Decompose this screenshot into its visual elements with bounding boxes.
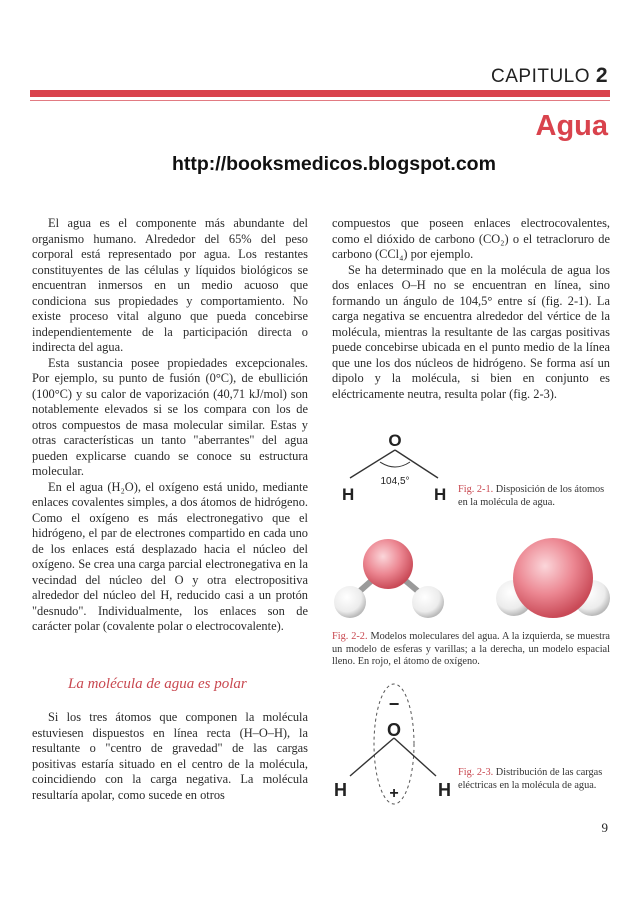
- hydrogen-label-right: H: [434, 485, 447, 504]
- paragraph: Esta sustancia posee propiedades excepcionales. Por ejemplo, su punto de fusión (0°C), de ebullición (100°C) y su calor de vaporización (40,71 kJ/mol) son notablemente elevados si se los compara con los de otros compuestos de masa molecular similar. Estas y otras características un tanto "aberrantes" del agua pueden explicarse cuando se conoce su estructura molecular.: [32, 355, 308, 478]
- section-heading: La molécula de agua es polar: [68, 676, 247, 692]
- paragraph: Si los tres átomos que componen la molécula estuviesen dispuestos en línea recta (H–O–H), la resultante o "centro de gravedad" de las cargas positivas estaría situado en el centro de la molécula, coincidiendo con la carga negativa. La molécula resultaría apolar, como sucede en otros: [32, 710, 308, 802]
- hydrogen-label-left: H: [334, 780, 347, 800]
- bond-angle-label: 104,5°: [380, 476, 410, 487]
- figure-label: Fig. 2-2.: [332, 631, 368, 642]
- page-number: 9: [601, 820, 608, 835]
- paragraph: Se ha determinado que en la molécula de agua los dos enlaces O–H no se encuentran en línea, sino formando un ángulo de 104,5° entre sí (fig. 2-1). La carga negativa se encuentra alrededor del vértice de la molécula, mientras la resultante de las cargas positivas puede concebirse ubicada en el punto medio de la línea que une los dos núcleos de hidrógeno. Se forma así un dipolo y la molécula, si bien en conjunto es eléctricamente neutra, resulta polar (fig. 2-3).: [332, 262, 610, 401]
- oxygen-label: O: [388, 431, 402, 450]
- chapter-title: Agua: [535, 110, 608, 142]
- paragraph: compuestos que poseen enlaces electrocovalentes, como el dióxido de carbono (CO₂) o el tetracloruro de carbono (CCl₄) por ejemplo.: [332, 216, 610, 261]
- source-url: http://booksmedicos.blogspot.com: [172, 153, 496, 175]
- hydrogen-label-right: H: [438, 780, 451, 800]
- hydrogen-label-left: H: [342, 485, 355, 504]
- left-column: [32, 216, 308, 635]
- minus-sign: −: [388, 694, 400, 714]
- oxygen-label: O: [386, 720, 402, 740]
- figure-2-3-caption: [458, 767, 612, 792]
- right-column: [332, 216, 610, 402]
- chapter-number: 2: [595, 64, 608, 87]
- figure-label: Fig. 2-1.: [458, 484, 494, 495]
- header-red-line: [30, 100, 610, 101]
- chapter-label: CAPITULO: [491, 66, 591, 87]
- ball-and-stick-model: [334, 539, 444, 618]
- figure-2-1: [332, 420, 452, 510]
- figure-2-2-caption: [332, 631, 610, 669]
- caption-text: Distribución de las cargas eléctricas en la molécula de agua.: [458, 767, 603, 791]
- figure-label: Fig. 2-3.: [458, 767, 494, 778]
- plus-sign: +: [389, 785, 399, 802]
- figure-2-2: [330, 530, 620, 630]
- header-red-bar: [30, 90, 610, 97]
- caption-text: Modelos moleculares del agua. A la izquierda, se muestra un modelo de esferas y varillas; a la derecha, un modelo espacial lleno. En rojo, el átomo de oxígeno.: [332, 631, 610, 667]
- figure-2-1-caption: [458, 484, 612, 509]
- caption-text: Disposición de los átomos en la molécula de agua.: [458, 484, 605, 508]
- left-column-lower: [32, 710, 308, 803]
- paragraph: En el agua (H₂O), el oxígeno está unido, mediante enlaces covalentes simples, a dos átomos de hidrógeno. Como el oxígeno es más electronegativo que el hidrógeno, el par de electrones compartido en cada uno de los enlaces está desplazado hacia el núcleo del oxígeno. Se crea una carga parcial electronegativa en la vecindad del núcleo del O y otra electropositiva alrededor del núcleo del H, reducido casi a un protón "desnudo". Individualmente, los enlaces son de carácter polar (covalente polar o electrocovalente).: [32, 479, 308, 633]
- paragraph: El agua es el componente más abundante del organismo humano. Alrededor del 65% del peso corporal está representado por agua. Los restantes constituyentes de las células y líquidos biológicos se encuentran inmersos en un medio acuoso que condiciona sus propiedades y comportamiento. No existe proceso vital alguno que pueda concebirse independientemente de la participación directa o indirecta del agua.: [32, 216, 308, 354]
- figure-2-3: [332, 676, 452, 816]
- space-filling-model: [496, 538, 610, 622]
- chapter-heading: [491, 64, 608, 88]
